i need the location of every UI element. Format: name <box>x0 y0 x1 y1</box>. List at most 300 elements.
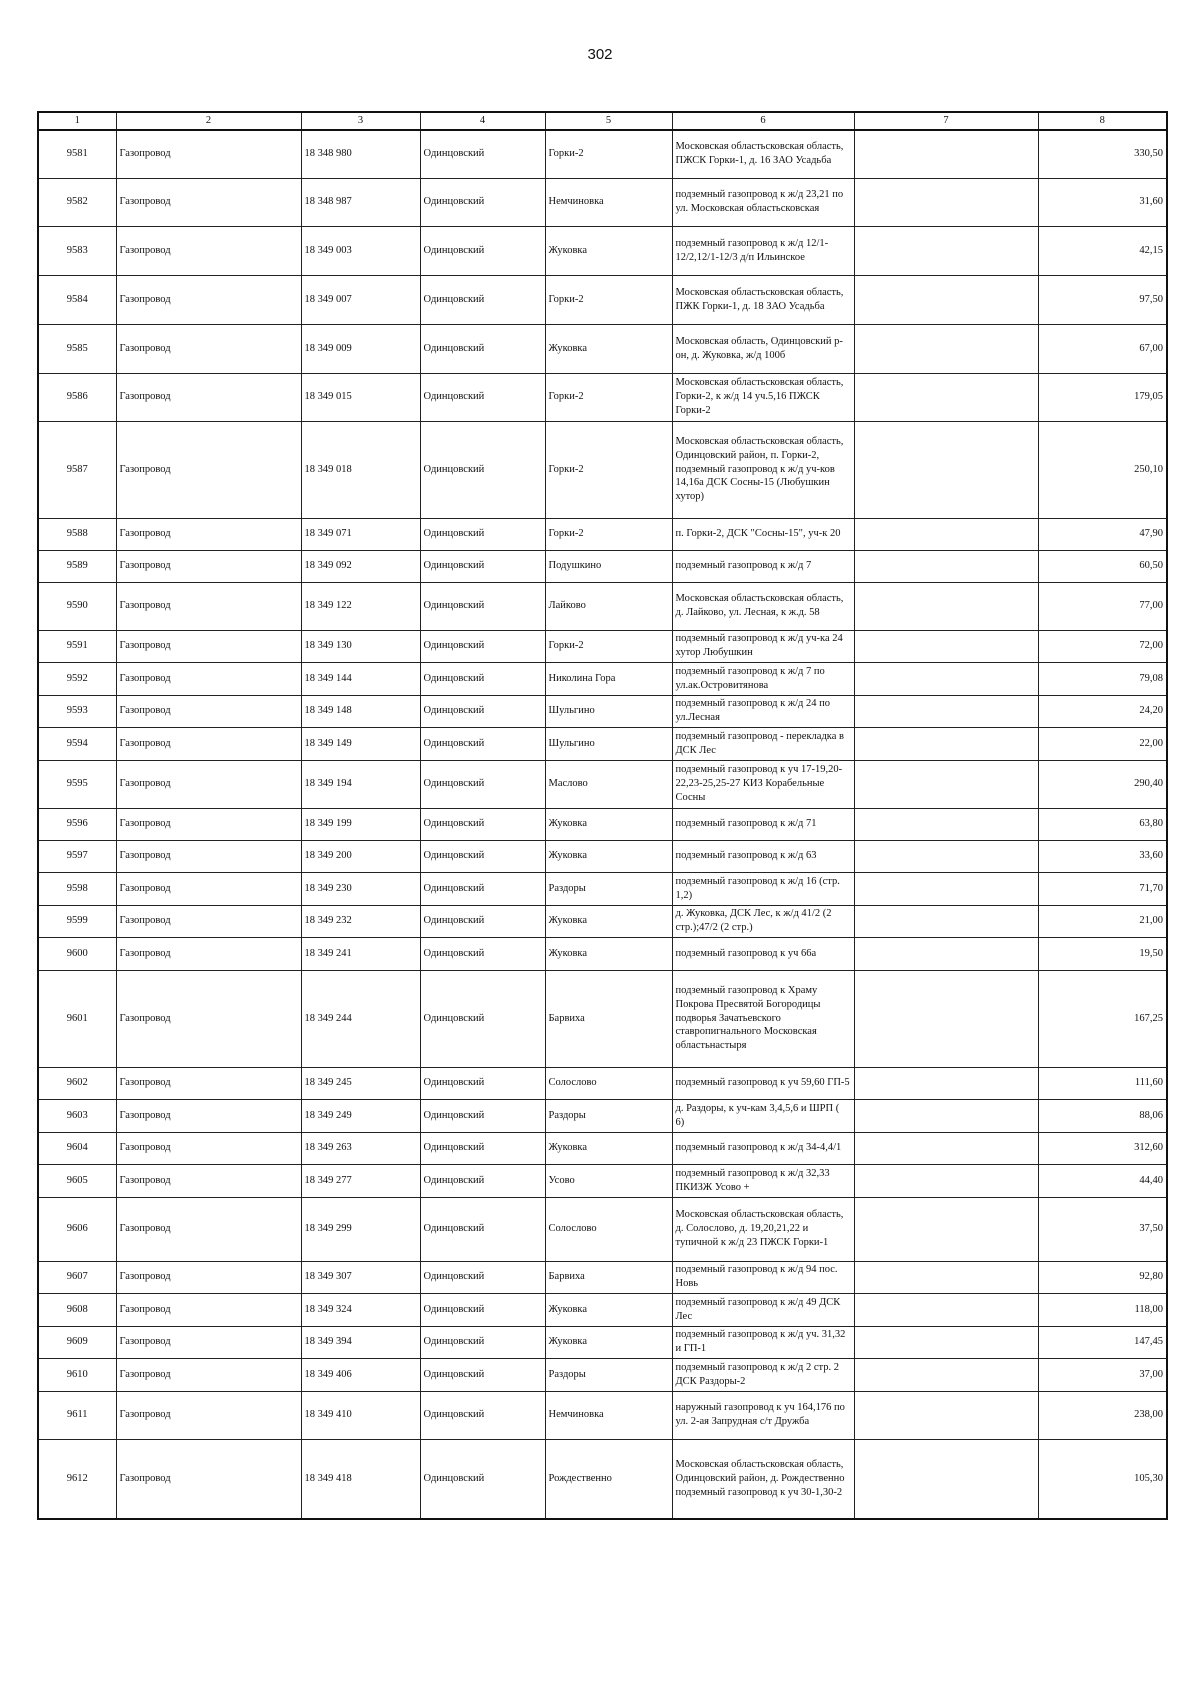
row-number-cell: 9582 <box>38 178 116 226</box>
row-number-cell: 9586 <box>38 373 116 421</box>
note-cell <box>854 324 1038 373</box>
table-row <box>38 275 1167 324</box>
length-value-cell: 105,30 <box>1038 1439 1167 1519</box>
locality-cell: Жуковка <box>545 905 672 937</box>
locality-cell: Жуковка <box>545 226 672 275</box>
row-number-cell: 9601 <box>38 970 116 1067</box>
note-cell <box>854 582 1038 630</box>
district-cell: Одинцовский <box>420 275 545 324</box>
object-code-cell: 18 349 410 <box>301 1391 420 1439</box>
table-row <box>38 630 1167 662</box>
locality-cell: Горки-2 <box>545 275 672 324</box>
table-row <box>38 1067 1167 1099</box>
address-cell: Московская областьсковская область, ПЖК Горки-1, д. 18 ЗАО Усадьба <box>672 275 854 324</box>
locality-cell: Шульгино <box>545 695 672 727</box>
note-cell <box>854 1132 1038 1164</box>
table-row <box>38 1164 1167 1197</box>
note-cell <box>854 905 1038 937</box>
row-number-cell: 9608 <box>38 1293 116 1326</box>
object-type-cell: Газопровод <box>116 760 301 808</box>
district-cell: Одинцовский <box>420 760 545 808</box>
address-cell: подземный газопровод к ж/д 7 по ул.ак.Островитянова <box>672 662 854 695</box>
locality-cell: Рождественно <box>545 1439 672 1519</box>
note-cell <box>854 872 1038 905</box>
locality-cell: Жуковка <box>545 1293 672 1326</box>
district-cell: Одинцовский <box>420 970 545 1067</box>
note-cell <box>854 970 1038 1067</box>
object-type-cell: Газопровод <box>116 1132 301 1164</box>
object-code-cell: 18 349 277 <box>301 1164 420 1197</box>
row-number-cell: 9581 <box>38 130 116 178</box>
object-type-cell: Газопровод <box>116 727 301 760</box>
address-cell: Московская областьсковская область, Одинцовский район, п. Горки-2, подземный газопровод к ж/д уч-ков 14,16а ДСК Сосны-15 (Любушкин хутор) <box>672 421 854 518</box>
locality-cell: Николина Гора <box>545 662 672 695</box>
length-value-cell: 92,80 <box>1038 1261 1167 1293</box>
object-code-cell: 18 349 200 <box>301 840 420 872</box>
object-code-cell: 18 349 018 <box>301 421 420 518</box>
locality-cell: Солослово <box>545 1197 672 1261</box>
note-cell <box>854 421 1038 518</box>
object-code-cell: 18 349 148 <box>301 695 420 727</box>
address-cell: подземный газопровод к ж/д 2 стр. 2 ДСК Раздоры-2 <box>672 1358 854 1391</box>
object-code-cell: 18 349 245 <box>301 1067 420 1099</box>
row-number-cell: 9612 <box>38 1439 116 1519</box>
table-row <box>38 226 1167 275</box>
length-value-cell: 147,45 <box>1038 1326 1167 1358</box>
table-row <box>38 1326 1167 1358</box>
table-row <box>38 1099 1167 1132</box>
district-cell: Одинцовский <box>420 550 545 582</box>
note-cell <box>854 1439 1038 1519</box>
length-value-cell: 97,50 <box>1038 275 1167 324</box>
length-value-cell: 47,90 <box>1038 518 1167 550</box>
address-cell: п. Горки-2, ДСК "Сосны-15", уч-к 20 <box>672 518 854 550</box>
locality-cell: Горки-2 <box>545 373 672 421</box>
row-number-cell: 9589 <box>38 550 116 582</box>
address-cell: подземный газопровод к ж/д 23,21 по ул. Московская областьсковская <box>672 178 854 226</box>
column-header: 4 <box>420 112 545 130</box>
object-code-cell: 18 349 149 <box>301 727 420 760</box>
table-row <box>38 1261 1167 1293</box>
note-cell <box>854 1164 1038 1197</box>
address-cell: Московская областьсковская область, Одинцовский район, д. Рождественно подземный газопровод к уч 30-1,30-2 <box>672 1439 854 1519</box>
object-type-cell: Газопровод <box>116 421 301 518</box>
table-row <box>38 130 1167 178</box>
object-type-cell: Газопровод <box>116 226 301 275</box>
locality-cell: Жуковка <box>545 324 672 373</box>
row-number-cell: 9610 <box>38 1358 116 1391</box>
object-type-cell: Газопровод <box>116 905 301 937</box>
object-code-cell: 18 349 230 <box>301 872 420 905</box>
object-type-cell: Газопровод <box>116 518 301 550</box>
object-type-cell: Газопровод <box>116 178 301 226</box>
address-cell: Московская областьсковская область, Горки-2, к ж/д 14 уч.5,16 ПЖСК Горки-2 <box>672 373 854 421</box>
district-cell: Одинцовский <box>420 1099 545 1132</box>
object-code-cell: 18 349 394 <box>301 1326 420 1358</box>
table-row <box>38 324 1167 373</box>
address-cell: подземный газопровод к ж/д 32,33 ПКИЗЖ Усово + <box>672 1164 854 1197</box>
length-value-cell: 250,10 <box>1038 421 1167 518</box>
object-code-cell: 18 349 199 <box>301 808 420 840</box>
object-code-cell: 18 349 003 <box>301 226 420 275</box>
table-row <box>38 662 1167 695</box>
district-cell: Одинцовский <box>420 1439 545 1519</box>
table-row <box>38 178 1167 226</box>
note-cell <box>854 1358 1038 1391</box>
object-code-cell: 18 349 249 <box>301 1099 420 1132</box>
district-cell: Одинцовский <box>420 1067 545 1099</box>
length-value-cell: 24,20 <box>1038 695 1167 727</box>
locality-cell: Маслово <box>545 760 672 808</box>
row-number-cell: 9596 <box>38 808 116 840</box>
locality-cell: Жуковка <box>545 808 672 840</box>
object-type-cell: Газопровод <box>116 1391 301 1439</box>
locality-cell: Раздоры <box>545 1358 672 1391</box>
address-cell: подземный газопровод к уч 59,60 ГП-5 <box>672 1067 854 1099</box>
district-cell: Одинцовский <box>420 373 545 421</box>
row-number-cell: 9592 <box>38 662 116 695</box>
object-code-cell: 18 349 324 <box>301 1293 420 1326</box>
column-header: 3 <box>301 112 420 130</box>
locality-cell: Барвиха <box>545 970 672 1067</box>
locality-cell: Раздоры <box>545 1099 672 1132</box>
district-cell: Одинцовский <box>420 1358 545 1391</box>
object-type-cell: Газопровод <box>116 630 301 662</box>
locality-cell: Жуковка <box>545 937 672 970</box>
address-cell: подземный газопровод к уч 17-19,20-22,23-25,25-27 КИЗ Корабельные Сосны <box>672 760 854 808</box>
table-row <box>38 1358 1167 1391</box>
object-type-cell: Газопровод <box>116 937 301 970</box>
note-cell <box>854 518 1038 550</box>
address-cell: д. Жуковка, ДСК Лес, к ж/д 41/2 (2 стр.);47/2 (2 стр.) <box>672 905 854 937</box>
object-code-cell: 18 349 307 <box>301 1261 420 1293</box>
locality-cell: Солослово <box>545 1067 672 1099</box>
object-type-cell: Газопровод <box>116 324 301 373</box>
row-number-cell: 9605 <box>38 1164 116 1197</box>
district-cell: Одинцовский <box>420 582 545 630</box>
object-code-cell: 18 349 241 <box>301 937 420 970</box>
length-value-cell: 37,50 <box>1038 1197 1167 1261</box>
object-code-cell: 18 349 122 <box>301 582 420 630</box>
district-cell: Одинцовский <box>420 872 545 905</box>
note-cell <box>854 1067 1038 1099</box>
object-code-cell: 18 349 015 <box>301 373 420 421</box>
table-row <box>38 518 1167 550</box>
length-value-cell: 63,80 <box>1038 808 1167 840</box>
length-value-cell: 67,00 <box>1038 324 1167 373</box>
note-cell <box>854 808 1038 840</box>
table-row <box>38 1293 1167 1326</box>
object-type-cell: Газопровод <box>116 1164 301 1197</box>
district-cell: Одинцовский <box>420 905 545 937</box>
note-cell <box>854 178 1038 226</box>
table-row <box>38 905 1167 937</box>
address-cell: Московская областьсковская область, ПЖСК Горки-1, д. 16 ЗАО Усадьба <box>672 130 854 178</box>
address-cell: подземный газопровод к ж/д 16 (стр. 1,2) <box>672 872 854 905</box>
address-cell: наружный газопровод к уч 164,176 по ул. 2-ая Запрудная с/т Дружба <box>672 1391 854 1439</box>
note-cell <box>854 760 1038 808</box>
address-cell: подземный газопровод к Храму Покрова Пресвятой Богородицы подворья Зачатьевского ставропигнального Московская областьнастыря <box>672 970 854 1067</box>
registry-table <box>37 111 1168 1520</box>
length-value-cell: 312,60 <box>1038 1132 1167 1164</box>
address-cell: подземный газопровод к ж/д 12/1-12/2,12/1-12/3 д/п Ильинское <box>672 226 854 275</box>
object-type-cell: Газопровод <box>116 130 301 178</box>
length-value-cell: 19,50 <box>1038 937 1167 970</box>
note-cell <box>854 226 1038 275</box>
note-cell <box>854 1326 1038 1358</box>
district-cell: Одинцовский <box>420 1326 545 1358</box>
district-cell: Одинцовский <box>420 1391 545 1439</box>
row-number-cell: 9598 <box>38 872 116 905</box>
length-value-cell: 179,05 <box>1038 373 1167 421</box>
note-cell <box>854 840 1038 872</box>
length-value-cell: 111,60 <box>1038 1067 1167 1099</box>
object-type-cell: Газопровод <box>116 695 301 727</box>
object-code-cell: 18 349 009 <box>301 324 420 373</box>
length-value-cell: 330,50 <box>1038 130 1167 178</box>
district-cell: Одинцовский <box>420 421 545 518</box>
page-number: 302 <box>587 46 613 63</box>
object-type-cell: Газопровод <box>116 1293 301 1326</box>
length-value-cell: 22,00 <box>1038 727 1167 760</box>
note-cell <box>854 1391 1038 1439</box>
row-number-cell: 9588 <box>38 518 116 550</box>
table-row <box>38 550 1167 582</box>
row-number-cell: 9585 <box>38 324 116 373</box>
address-cell: подземный газопровод к уч 66а <box>672 937 854 970</box>
object-type-cell: Газопровод <box>116 1261 301 1293</box>
table-row <box>38 373 1167 421</box>
note-cell <box>854 630 1038 662</box>
registry-body <box>38 130 1167 1519</box>
object-type-cell: Газопровод <box>116 662 301 695</box>
district-cell: Одинцовский <box>420 178 545 226</box>
note-cell <box>854 373 1038 421</box>
row-number-cell: 9599 <box>38 905 116 937</box>
row-number-cell: 9600 <box>38 937 116 970</box>
district-cell: Одинцовский <box>420 937 545 970</box>
locality-cell: Лайково <box>545 582 672 630</box>
length-value-cell: 290,40 <box>1038 760 1167 808</box>
length-value-cell: 42,15 <box>1038 226 1167 275</box>
district-cell: Одинцовский <box>420 130 545 178</box>
address-cell: подземный газопровод к ж/д 94 пос. Новь <box>672 1261 854 1293</box>
district-cell: Одинцовский <box>420 1197 545 1261</box>
district-cell: Одинцовский <box>420 1293 545 1326</box>
locality-cell: Горки-2 <box>545 421 672 518</box>
note-cell <box>854 937 1038 970</box>
row-number-cell: 9604 <box>38 1132 116 1164</box>
object-code-cell: 18 349 263 <box>301 1132 420 1164</box>
address-cell: д. Раздоры, к уч-кам 3,4,5,6 и ШРП ( 6) <box>672 1099 854 1132</box>
address-cell: подземный газопровод к ж/д 34-4,4/1 <box>672 1132 854 1164</box>
address-cell: подземный газопровод к ж/д уч-ка 24 хутор Любушкин <box>672 630 854 662</box>
district-cell: Одинцовский <box>420 1132 545 1164</box>
table-row <box>38 937 1167 970</box>
locality-cell: Немчиновка <box>545 1391 672 1439</box>
object-type-cell: Газопровод <box>116 1067 301 1099</box>
district-cell: Одинцовский <box>420 662 545 695</box>
column-header: 1 <box>38 112 116 130</box>
address-cell: подземный газопровод к ж/д уч. 31,32 и ГП-1 <box>672 1326 854 1358</box>
object-code-cell: 18 349 406 <box>301 1358 420 1391</box>
row-number-cell: 9595 <box>38 760 116 808</box>
object-type-cell: Газопровод <box>116 1326 301 1358</box>
locality-cell: Подушкино <box>545 550 672 582</box>
note-cell <box>854 550 1038 582</box>
row-number-cell: 9607 <box>38 1261 116 1293</box>
row-number-cell: 9603 <box>38 1099 116 1132</box>
locality-cell: Барвиха <box>545 1261 672 1293</box>
row-number-cell: 9611 <box>38 1391 116 1439</box>
note-cell <box>854 275 1038 324</box>
district-cell: Одинцовский <box>420 840 545 872</box>
address-cell: подземный газопровод к ж/д 24 по ул.Лесная <box>672 695 854 727</box>
object-code-cell: 18 349 007 <box>301 275 420 324</box>
length-value-cell: 72,00 <box>1038 630 1167 662</box>
column-header: 7 <box>854 112 1038 130</box>
length-value-cell: 71,70 <box>1038 872 1167 905</box>
row-number-cell: 9590 <box>38 582 116 630</box>
object-type-cell: Газопровод <box>116 1099 301 1132</box>
object-type-cell: Газопровод <box>116 970 301 1067</box>
locality-cell: Шульгино <box>545 727 672 760</box>
object-type-cell: Газопровод <box>116 808 301 840</box>
address-cell: подземный газопровод к ж/д 49 ДСК Лес <box>672 1293 854 1326</box>
length-value-cell: 21,00 <box>1038 905 1167 937</box>
row-number-cell: 9591 <box>38 630 116 662</box>
table-row <box>38 695 1167 727</box>
district-cell: Одинцовский <box>420 727 545 760</box>
district-cell: Одинцовский <box>420 518 545 550</box>
note-cell <box>854 130 1038 178</box>
object-type-cell: Газопровод <box>116 1197 301 1261</box>
column-header: 6 <box>672 112 854 130</box>
length-value-cell: 37,00 <box>1038 1358 1167 1391</box>
table-row <box>38 727 1167 760</box>
row-number-cell: 9593 <box>38 695 116 727</box>
address-cell: Московская область, Одинцовский р-он, д. Жуковка, ж/д 100б <box>672 324 854 373</box>
note-cell <box>854 1293 1038 1326</box>
address-cell: подземный газопровод к ж/д 71 <box>672 808 854 840</box>
row-number-cell: 9606 <box>38 1197 116 1261</box>
object-type-cell: Газопровод <box>116 550 301 582</box>
object-type-cell: Газопровод <box>116 373 301 421</box>
object-type-cell: Газопровод <box>116 1358 301 1391</box>
object-code-cell: 18 349 130 <box>301 630 420 662</box>
row-number-cell: 9584 <box>38 275 116 324</box>
note-cell <box>854 727 1038 760</box>
row-number-cell: 9587 <box>38 421 116 518</box>
column-header: 5 <box>545 112 672 130</box>
note-cell <box>854 1261 1038 1293</box>
table-row <box>38 1132 1167 1164</box>
row-number-cell: 9609 <box>38 1326 116 1358</box>
address-cell: подземный газопровод к ж/д 7 <box>672 550 854 582</box>
object-code-cell: 18 349 071 <box>301 518 420 550</box>
length-value-cell: 118,00 <box>1038 1293 1167 1326</box>
table-row <box>38 582 1167 630</box>
district-cell: Одинцовский <box>420 630 545 662</box>
locality-cell: Горки-2 <box>545 130 672 178</box>
district-cell: Одинцовский <box>420 1261 545 1293</box>
locality-cell: Жуковка <box>545 1132 672 1164</box>
locality-cell: Горки-2 <box>545 518 672 550</box>
locality-cell: Усово <box>545 1164 672 1197</box>
object-code-cell: 18 349 418 <box>301 1439 420 1519</box>
column-header: 8 <box>1038 112 1167 130</box>
locality-cell: Жуковка <box>545 840 672 872</box>
address-cell: подземный газопровод - перекладка в ДСК Лес <box>672 727 854 760</box>
object-code-cell: 18 349 092 <box>301 550 420 582</box>
locality-cell: Жуковка <box>545 1326 672 1358</box>
object-type-cell: Газопровод <box>116 872 301 905</box>
note-cell <box>854 662 1038 695</box>
object-type-cell: Газопровод <box>116 1439 301 1519</box>
address-cell: подземный газопровод к ж/д 63 <box>672 840 854 872</box>
column-header: 2 <box>116 112 301 130</box>
length-value-cell: 88,06 <box>1038 1099 1167 1132</box>
row-number-cell: 9583 <box>38 226 116 275</box>
object-code-cell: 18 349 299 <box>301 1197 420 1261</box>
length-value-cell: 31,60 <box>1038 178 1167 226</box>
length-value-cell: 79,08 <box>1038 662 1167 695</box>
address-cell: Московская областьсковская область, д. Лайково, ул. Лесная, к ж.д. 58 <box>672 582 854 630</box>
district-cell: Одинцовский <box>420 1164 545 1197</box>
locality-cell: Раздоры <box>545 872 672 905</box>
length-value-cell: 44,40 <box>1038 1164 1167 1197</box>
note-cell <box>854 1197 1038 1261</box>
object-code-cell: 18 349 232 <box>301 905 420 937</box>
table-row <box>38 872 1167 905</box>
table-row <box>38 808 1167 840</box>
table-row <box>38 760 1167 808</box>
district-cell: Одинцовский <box>420 226 545 275</box>
table-row <box>38 840 1167 872</box>
length-value-cell: 167,25 <box>1038 970 1167 1067</box>
district-cell: Одинцовский <box>420 808 545 840</box>
length-value-cell: 60,50 <box>1038 550 1167 582</box>
length-value-cell: 33,60 <box>1038 840 1167 872</box>
length-value-cell: 238,00 <box>1038 1391 1167 1439</box>
object-code-cell: 18 349 244 <box>301 970 420 1067</box>
object-code-cell: 18 348 987 <box>301 178 420 226</box>
table-row <box>38 970 1167 1067</box>
table-row <box>38 421 1167 518</box>
district-cell: Одинцовский <box>420 695 545 727</box>
row-number-cell: 9597 <box>38 840 116 872</box>
object-type-cell: Газопровод <box>116 582 301 630</box>
note-cell <box>854 1099 1038 1132</box>
district-cell: Одинцовский <box>420 324 545 373</box>
object-code-cell: 18 348 980 <box>301 130 420 178</box>
note-cell <box>854 695 1038 727</box>
object-type-cell: Газопровод <box>116 840 301 872</box>
header-row <box>38 112 1167 130</box>
object-type-cell: Газопровод <box>116 275 301 324</box>
object-code-cell: 18 349 194 <box>301 760 420 808</box>
length-value-cell: 77,00 <box>1038 582 1167 630</box>
locality-cell: Горки-2 <box>545 630 672 662</box>
address-cell: Московская областьсковская область, д. Солослово, д. 19,20,21,22 и тупичной к ж/д 23 ПЖСК Горки-1 <box>672 1197 854 1261</box>
table-row <box>38 1197 1167 1261</box>
table-row <box>38 1391 1167 1439</box>
object-code-cell: 18 349 144 <box>301 662 420 695</box>
row-number-cell: 9602 <box>38 1067 116 1099</box>
table-row <box>38 1439 1167 1519</box>
row-number-cell: 9594 <box>38 727 116 760</box>
locality-cell: Немчиновка <box>545 178 672 226</box>
